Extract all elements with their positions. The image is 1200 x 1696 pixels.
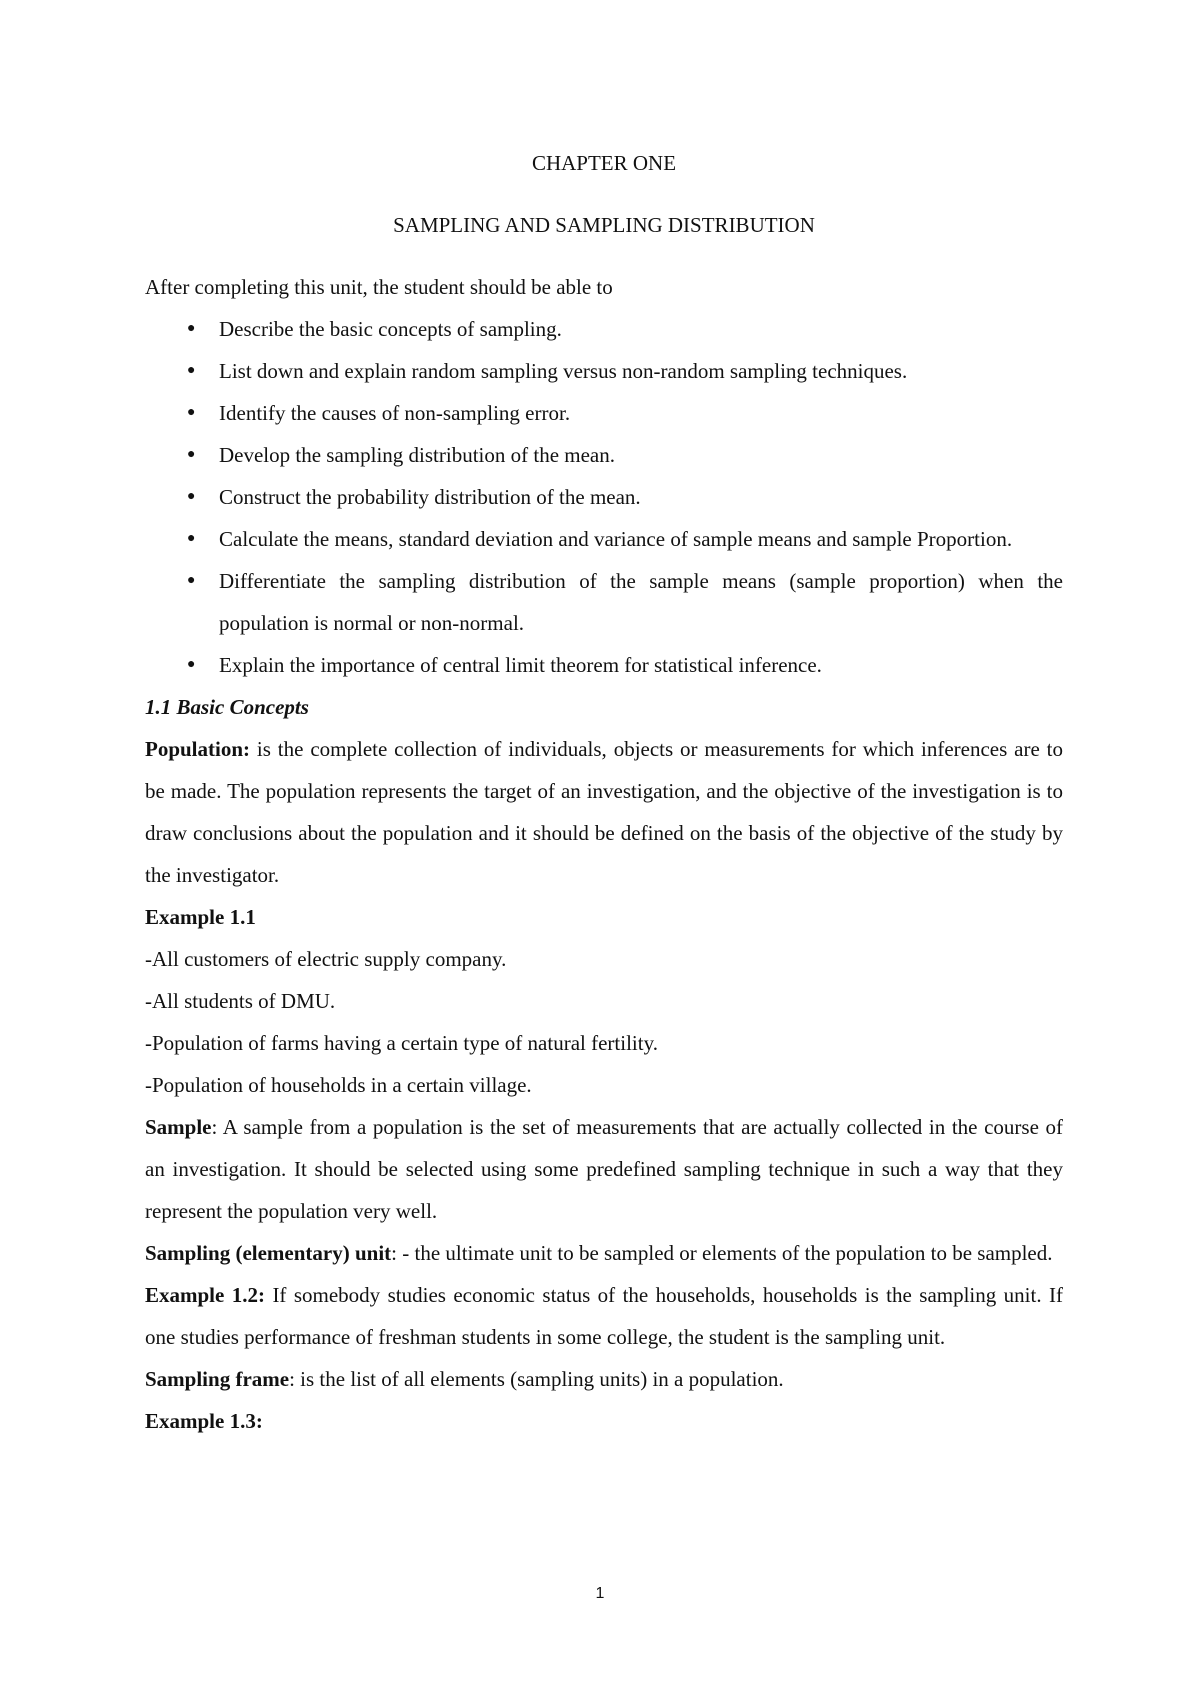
objective-item: ● Develop the sampling distribution of the mean. — [145, 434, 1063, 476]
example-label: Example 1.1 — [145, 905, 256, 929]
term-sampling-frame: Sampling frame — [145, 1367, 290, 1391]
objectives-list — [145, 308, 1063, 686]
bullet-icon: ● — [187, 447, 196, 462]
bullet-icon: ● — [187, 405, 196, 420]
population-definition: Population: is the complete collection of individuals, objects or measurements for which inferences are to be made. The population represents the target of an investigation, and the objective of the investigation is to draw conclusions about the population and it should be defined on the basis of the objective of the study by the investigator. — [145, 737, 1063, 887]
objective-item: ● Construct the probability distribution of the mean. — [145, 476, 1063, 518]
sampling-frame-definition: Sampling frame: is the list of all elements (sampling units) in a population. — [145, 1367, 784, 1391]
example-item: -All customers of electric supply company. — [145, 947, 507, 971]
term-sampling-unit: Sampling (elementary) unit — [145, 1241, 392, 1265]
example-label: Example 1.2: — [145, 1283, 266, 1307]
chapter-heading: CHAPTER ONE — [531, 151, 677, 175]
term-population: Population: — [145, 737, 251, 761]
objective-item: ● Identify the causes of non-sampling error. — [145, 392, 1063, 434]
example-1-2: Example 1.2: If somebody studies economic status of the households, households is the sampling unit. If one studies performance of freshman students in some college, the student is the sampling unit. — [145, 1283, 1064, 1349]
sample-definition: Sample: A sample from a population is the set of measurements that are actually collected in the course of an investigation. It should be selected using some predefined sampling technique in such a way that they represent the population very well. — [145, 1115, 1063, 1223]
page-number: 1 — [595, 1585, 605, 1602]
bullet-icon: ● — [187, 321, 196, 336]
example-label: Example 1.3: — [145, 1409, 263, 1433]
bullet-icon: ● — [187, 489, 196, 504]
objectives-intro: After completing this unit, the student should be able to — [145, 275, 613, 299]
bullet-icon: ● — [187, 363, 196, 378]
objective-item: ● List down and explain random sampling versus non-random sampling techniques. — [145, 350, 1063, 392]
example-item: -All students of DMU. — [145, 989, 336, 1013]
bullet-icon: ● — [187, 531, 196, 546]
sampling-unit-definition: Sampling (elementary) unit: - the ultimate unit to be sampled or elements of the population to be sampled. — [145, 1241, 1053, 1265]
section-heading: 1.1 Basic Concepts — [145, 695, 309, 719]
page-content — [145, 142, 1063, 1442]
objective-item: ● Calculate the means, standard deviation and variance of sample means and sample Proportion. — [145, 518, 1063, 560]
example-item: -Population of households in a certain village. — [145, 1073, 532, 1097]
term-sample: Sample — [145, 1115, 212, 1139]
example-item: -Population of farms having a certain type of natural fertility. — [145, 1031, 658, 1055]
bullet-icon: ● — [187, 573, 196, 588]
bullet-icon: ● — [187, 657, 196, 672]
objective-item: ● Describe the basic concepts of sampling. — [145, 308, 1063, 350]
objective-item: ● Explain the importance of central limit theorem for statistical inference. — [145, 644, 1063, 686]
chapter-title: SAMPLING AND SAMPLING DISTRIBUTION — [393, 213, 815, 237]
objective-item: ● Differentiate the sampling distribution of the sample means (sample proportion) when the population is normal or non-normal. — [145, 560, 1063, 644]
